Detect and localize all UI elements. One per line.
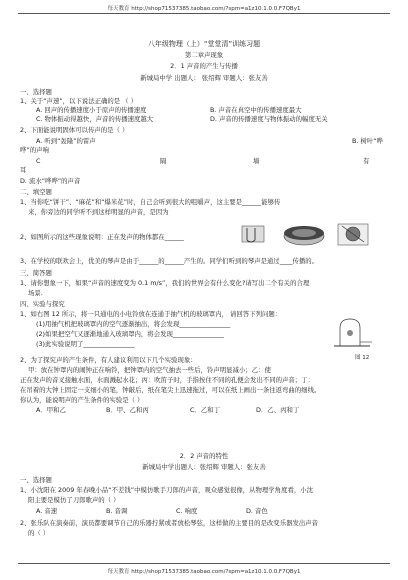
experiment-1: 1、如右图 12 所示，将一只通电的小电铃放在连通于抽气机的玻璃罩内， 请回答下列问题： bbox=[20, 310, 282, 318]
bell-jar-icon bbox=[334, 319, 372, 346]
experiment-1-part-1: (1)用抽气机把玻璃罩内的空气逐渐抽出，将会发现________________ bbox=[36, 320, 231, 328]
s2-question-1: 1、小沈阳在 2009 年春晚小品“不差钱”中模仿歌手刀郎的声音，观众感觉很像，从物理学角度看，小沈 bbox=[20, 486, 314, 494]
speaker-icon bbox=[338, 224, 368, 245]
q2-option-b-cont: 哗”的声响 bbox=[20, 146, 49, 154]
fill-1: 1、当你吃“饼干”、“麻花”和“爆米花”时，自己会听到很大的咀嚼声，这主要是______能够传 bbox=[20, 198, 281, 206]
bell-jar-figure bbox=[330, 316, 376, 356]
experiment-2-option-c: C．乙和丁 bbox=[190, 406, 221, 414]
vibration-figure bbox=[238, 220, 374, 248]
experiment-1-part-2: (2)如果把空气又逐渐地通入玻璃罩内，将会发现________________ bbox=[36, 330, 224, 338]
section2-authors: 新城局中学出题人：张绍辉 审题人：张友善 bbox=[142, 463, 266, 471]
q2-option-c: C bbox=[36, 157, 41, 165]
fill-2: 2、如图所示的这些现象说明：正在发声的物体都在______ bbox=[20, 233, 184, 241]
drum-icon bbox=[284, 226, 324, 245]
doc-title: 八年级物理（上）“堂堂清”训练习题 bbox=[147, 40, 261, 48]
s2-q1-option-d: D. 音色 bbox=[246, 507, 268, 515]
experiment-2-option-b: B．甲、乙和丙 bbox=[106, 406, 149, 414]
experiment-2-text: 你认为，能说明声的产生条件的实验是（ ） bbox=[20, 396, 144, 404]
heading-short-answer: 三、简答题 bbox=[20, 269, 52, 277]
experiment-2-option-a: A．甲和乙 bbox=[36, 406, 66, 414]
q2-option-b: B. 树叶“哗 bbox=[352, 137, 383, 145]
fill-3: 3、在学校的联欢会上，优美的琴声是由于______的______产生的。同学们听到的琴声是通过____传播的。 bbox=[20, 257, 319, 265]
heading-experiment: 四、实验与探究 bbox=[20, 300, 65, 308]
page-footer: 每天教育 http://shop71537385.taobao.com/?spm=a1z10.1.0.0.F7QBy1 bbox=[107, 569, 301, 575]
section2-title: 2．2 声音的特性 bbox=[179, 452, 229, 460]
s2-question-1-cont: 阳主要是模仿了刀郎歌声的（ ） bbox=[28, 496, 120, 504]
short-answer-1: 1、请你想象一下，如果“声音的速度变为 0.1 m/s”，我们的世界会有什么变化?请写出二个有关的合理 bbox=[20, 279, 310, 287]
experiment-2-text: 正在发声的音叉接触水面，水面溅起水花；丙：吹笛子时，手指按住不同的孔便会发出不同的声音；丁： bbox=[20, 376, 314, 384]
s2-q1-option-c: C. 响度 bbox=[176, 507, 198, 515]
s2-question-2: 2、张乐队在演奏前，演员都要调节自己的乐器拧紧或者放松琴弦，这样做的主要目的是改变乐器发出声音 bbox=[20, 519, 319, 527]
figure-caption: 图 12 bbox=[355, 355, 370, 361]
short-answer-1-cont: 场景. bbox=[28, 289, 43, 297]
chapter-title: 第二章声现象 bbox=[184, 51, 224, 59]
q2-option-c-char: 有 bbox=[363, 157, 370, 165]
s2-heading-choice: 一、选择题 bbox=[20, 476, 52, 484]
experiment-2-option-d: D．乙、丙和丁 bbox=[256, 406, 300, 414]
experiment-2-text: 甲：放在钟罩内的闹钟正在响铃，把钟罩内的空气抽去一些后，铃声明显减小；乙：使 bbox=[28, 366, 271, 374]
fill-1-cont: 来，你旁边的同学听不到这样明显的声音，是因为 bbox=[28, 208, 169, 216]
section1-authors: 新城局中学 出题人： 张绍辉 审题人：张友善 bbox=[140, 74, 268, 82]
heading-fill: 二、填空题 bbox=[20, 188, 52, 196]
page-header: 每天教育 http://shop71537385.taobao.com/?spm=a1z10.1.0.0.F7QBy1 bbox=[107, 6, 301, 12]
q1-option-c: C. 物体振动得越快，声音的传播速度越大 bbox=[36, 115, 154, 123]
section1-title: 2．1 声音的产生与传播 bbox=[170, 62, 238, 70]
s2-q1-option-b: B. 音调 bbox=[106, 507, 128, 515]
s2-question-2-cont: 的（ ） bbox=[28, 529, 50, 537]
question-1: 1、关于“声速”，以下说法正确的是 （ ） bbox=[20, 97, 137, 105]
q2-option-a: A. 听到“轰隆”的雷声 bbox=[36, 137, 96, 145]
q1-option-b: B. 声音在真空中的传播速度最大 bbox=[210, 106, 302, 114]
experiment-2: 2、为了探究声的产生条件，有人建议利用以下几个实验现象： bbox=[20, 356, 197, 364]
q2-option-c-char: 隔 bbox=[160, 157, 167, 165]
question-2: 2、下面能说明固体可以传声的是（ ） bbox=[20, 126, 129, 134]
q1-option-d: D. 声音的传播速度与物体振动的幅度无关 bbox=[210, 115, 328, 123]
s2-q1-option-a: A. 音速 bbox=[36, 507, 58, 515]
q2-option-c-char: 墙 bbox=[253, 157, 260, 165]
heading-choice: 一、选择题 bbox=[20, 88, 52, 96]
q2-option-c-char: 耳 bbox=[20, 166, 27, 174]
experiment-2-text: 在吊着的大钟上固定一支细小的笔，钟敲后，纸在笔尖上迅速拖过，可以在纸上画出一条往返弯曲的细线。 bbox=[20, 386, 321, 394]
q2-option-d: D. 流水“哗哗”的声音 bbox=[20, 177, 81, 185]
experiment-1-part-3: (3)此实验说明了________________ bbox=[36, 340, 135, 348]
tuning-fork-icon bbox=[242, 226, 264, 242]
q1-option-a: A. 回声的传播速度小于原声的传播速度 bbox=[36, 106, 147, 114]
header-rule bbox=[18, 13, 390, 14]
footer-rule bbox=[18, 563, 390, 564]
